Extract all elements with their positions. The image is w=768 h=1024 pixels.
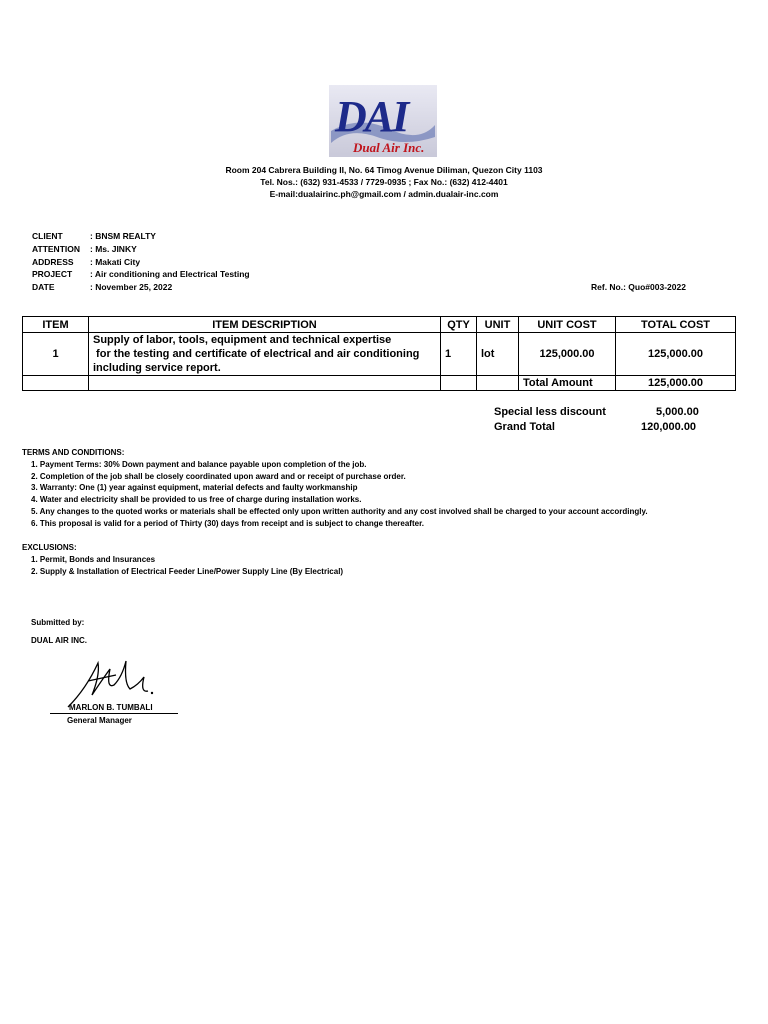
company-email: E-mail:dualairinc.ph@gmail.com / admin.dualair-inc.com (269, 189, 499, 199)
header-qty: QTY (441, 317, 477, 333)
attention-value: : Ms. JINKY (90, 244, 137, 254)
signature-line (50, 713, 178, 714)
table-header-row (23, 317, 736, 333)
grand-total-label: Grand Total (494, 421, 555, 433)
row-qty: 1 (441, 333, 477, 376)
empty-cell (89, 376, 441, 391)
client-value: : BNSM REALTY (90, 231, 156, 241)
svg-text:Dual Air Inc.: Dual Air Inc. (353, 140, 425, 155)
header-unit: UNIT (477, 317, 519, 333)
header-description: ITEM DESCRIPTION (89, 317, 441, 333)
project-value: : Air conditioning and Electrical Testing (90, 269, 250, 279)
header-unit-cost: UNIT COST (519, 317, 616, 333)
header-item: ITEM (23, 317, 89, 333)
terms-item: 5. Any changes to the quoted works or materials shall be effected only upon written authority and any cost involved shall be charged to your account accordingly. (31, 507, 648, 516)
reference-number: Ref. No.: Quo#003-2022 (591, 282, 686, 292)
row-item: 1 (23, 333, 89, 376)
header-total-cost: TOTAL COST (616, 317, 736, 333)
client-label: CLIENT (32, 231, 63, 241)
discount-value: 5,000.00 (656, 406, 699, 418)
date-label: DATE (32, 282, 55, 292)
company-address: Room 204 Cabrera Building II, No. 64 Timog Avenue Diliman, Quezon City 1103 (225, 165, 543, 175)
exclusions-item: 1. Permit, Bonds and Insurances (31, 555, 156, 564)
grand-total-value: 120,000.00 (641, 421, 697, 433)
row-unit-cost: 125,000.00 (519, 333, 616, 376)
signatory-title: General Manager (67, 716, 132, 725)
total-amount-label: Total Amount (519, 376, 616, 391)
row-description (89, 333, 441, 376)
terms-item: 4. Water and electricity shall be provided to us free of charge during installation works. (31, 495, 362, 504)
exclusions-item: 2. Supply & Installation of Electrical Feeder Line/Power Supply Line (By Electrical) (31, 567, 344, 576)
submitted-by-label: Submitted by: (31, 618, 85, 627)
address-row (32, 257, 140, 267)
signatory-name: MARLON B. TUMBALI (69, 703, 153, 712)
empty-cell (477, 376, 519, 391)
client-row (32, 231, 156, 241)
discount-label: Special less discount (494, 406, 606, 418)
terms-title: TERMS AND CONDITIONS: (22, 448, 125, 457)
row-description-line-2: for the testing and certificate of electrical and air conditioning (93, 348, 420, 360)
total-amount-value: 125,000.00 (616, 376, 736, 391)
company-name: DUAL AIR INC. (31, 636, 87, 645)
address-label: ADDRESS (32, 257, 74, 267)
row-unit: lot (477, 333, 519, 376)
project-row (32, 269, 250, 279)
svg-text:DAI: DAI (335, 92, 408, 141)
address-value: : Makati City (90, 257, 141, 267)
attention-row (32, 244, 137, 254)
date-value: : November 25, 2022 (90, 282, 173, 292)
terms-item: 2. Completion of the job shall be closely coordinated upon award and or receipt of purchase order. (31, 472, 406, 481)
row-description-line-3: including service report. (93, 362, 221, 374)
row-total-cost: 125,000.00 (616, 333, 736, 376)
items-table (22, 316, 736, 391)
table-total-row (23, 376, 736, 391)
project-label: PROJECT (32, 269, 73, 279)
date-row (32, 282, 172, 292)
company-phones: Tel. Nos.: (632) 931-4533 / 7729-0935 ; Fax No.: (632) 412-4401 (260, 177, 508, 187)
empty-cell (441, 376, 477, 391)
company-logo (329, 85, 437, 157)
exclusions-title: EXCLUSIONS: (22, 543, 77, 552)
terms-item: 3. Warranty: One (1) year against equipment, material defects and faulty workmanship (31, 483, 358, 492)
attention-label: ATTENTION (32, 244, 81, 254)
row-description-line-1: Supply of labor, tools, equipment and technical expertise (93, 334, 392, 346)
terms-item: 6. This proposal is valid for a period of Thirty (30) days from receipt and is subject to change thereafter. (31, 519, 424, 528)
empty-cell (23, 376, 89, 391)
table-row (23, 333, 736, 376)
terms-item: 1. Payment Terms: 30% Down payment and balance payable upon completion of the job. (31, 460, 367, 469)
